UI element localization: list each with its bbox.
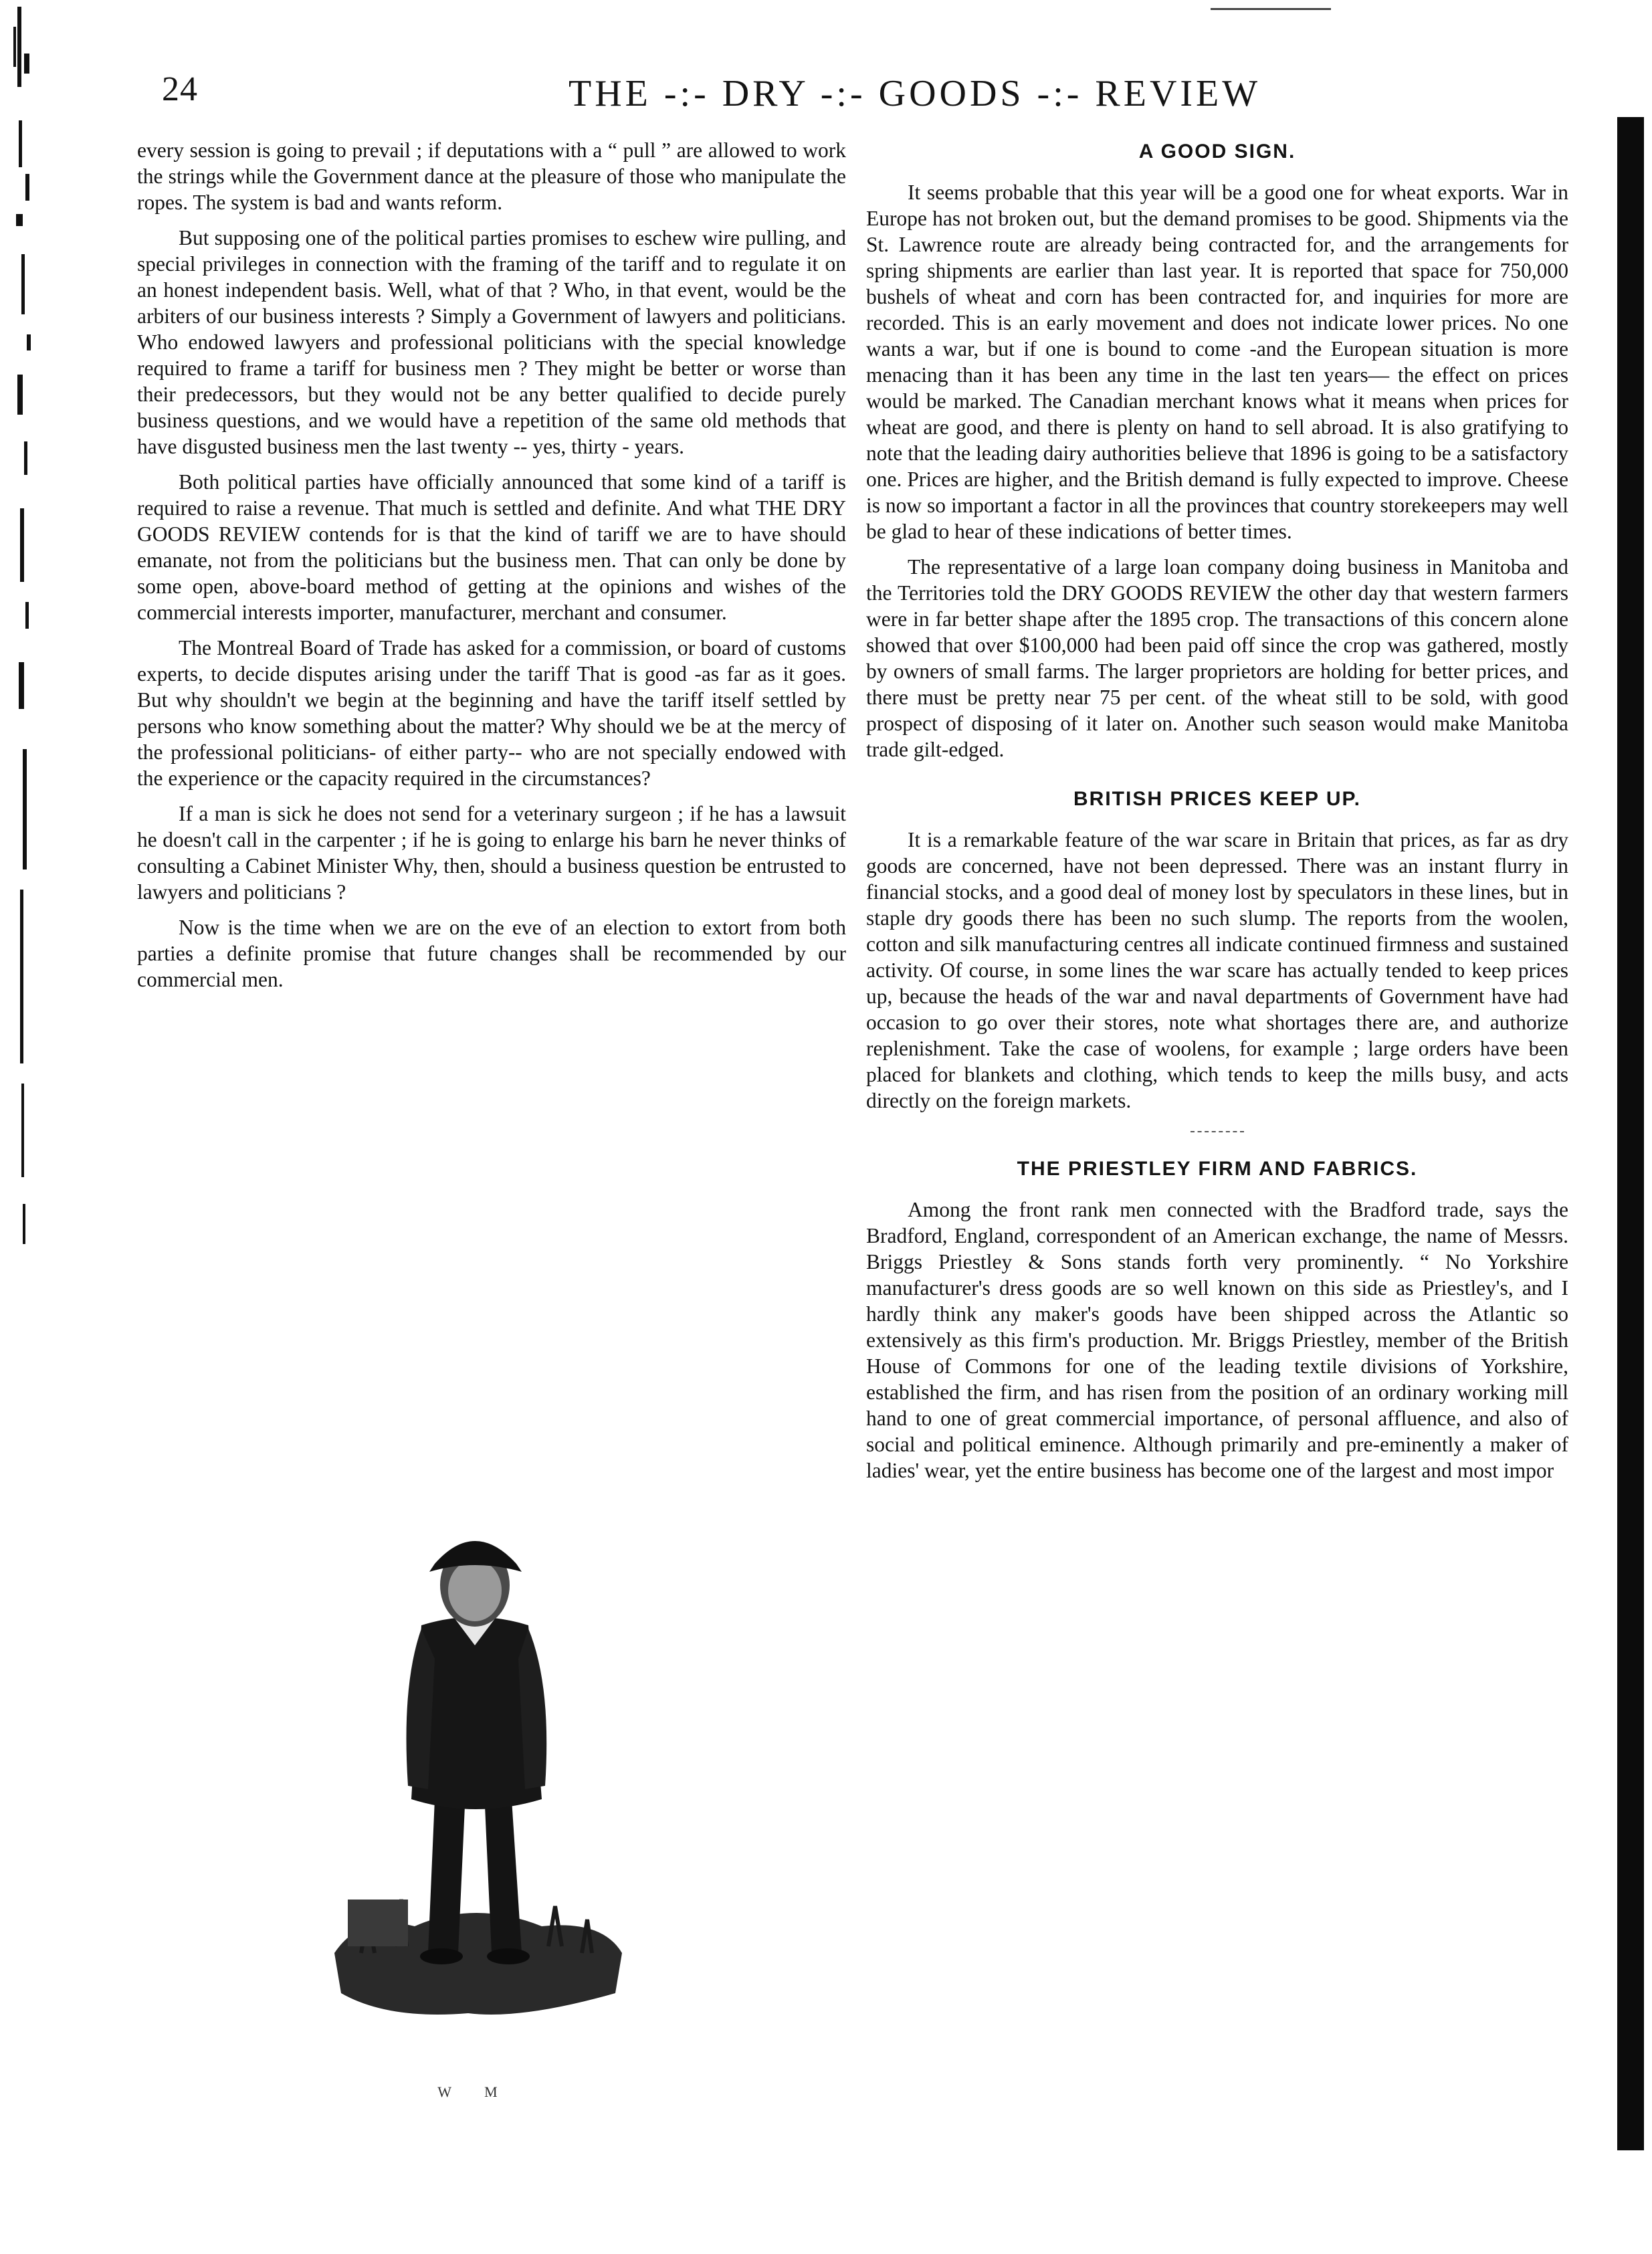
article-paragraph: The representative of a large loan company doing business in Manitoba and the Territories told the DRY GOODS REVIEW the other day that western farmers were in far better shape after the 1895 crop. The transactions of this concern alone showed that over $100,000 had been paid off since the crop was gathered, mostly by owners of small farms. The larger proprietors are holding for better prices, and there must be pretty near 75 per cent. of the wheat still to be sold, with good prospect of disposing of it later on. Another such season would make Manitoba trade gilt-edged. (866, 555, 1568, 761)
article-paragraph: But supposing one of the political parties promises to eschew wire pulling, and special privileges in connection with the framing of the tariff and to regulate it on an honest independent basis. Well, what of that ? Who, in that event, would be the arbiters of our business interests ? Simply a Government of lawyers and politicians. Who endowed lawyers and professional politicians with the special knowledge required to frame a tariff for business men ? They might be better or worse than their predecessors, but they would not be any better qualified to decide purely business questions, and we would have a repetition of the same old methods that have disgusted business men the last twenty -- yes, thirty - years. (137, 226, 846, 458)
boy-illustration (321, 1485, 629, 2087)
article-paragraph: If a man is sick he does not send for a veterinary surgeon ; if he has a lawsuit he doesn't call in the carpenter ; if he is going to enlarge his barn he never thinks of consulting a Cabinet Minister Why, then, should a business question be entrusted to lawyers and politicians ? (137, 802, 846, 904)
left-column (137, 137, 846, 993)
section-separator (1191, 1131, 1244, 1132)
running-title: THE -:- DRY -:- GOODS -:- REVIEW (569, 73, 1261, 114)
article-paragraph: Among the front rank men connected with the Bradford trade, says the Bradford, England, correspondent of an American exchange, the name of Messrs. Briggs Priestley & Sons stands forth very prominently. “ No Yorkshire manufacturer's dress goods are so well known on this side as Priestley's, and I hardly think any maker's goods have been shipped across the Atlantic so extensively as this firm's production. Mr. Briggs Priestley, member of the British House of Commons for one of the leading textile divisions of Yorkshire, established the firm, and has risen from the position of an ordinary working mill hand to one of great commercial importance, of personal affluence, and also of social and political eminence. Although primarily and pre-eminently a maker of ladies' wear, yet the entire business has become one of the largest and most impor (866, 1198, 1568, 1482)
article-paragraph: It is a remarkable feature of the war scare in Britain that prices, as far as dry goods are concerned, have not been depressed. There was an instant flurry in financial stocks, and a good deal of money lost by speculators in these lines, but in staple dry goods there has been no such slump. The reports from the woolen, cotton and silk manufacturing centres all indicate continued firmness and sustained activity. Of course, in some lines the war scare has actually tended to keep prices up, because the heads of the war and naval departments of Government have had occasion to go over their stores, note what shortages there are, and authorize replenishment. Take the case of woolens, for example ; large orders have been placed for blankets and clothing, which tends to keep the mills busy, and acts directly on the foreign markets. (866, 828, 1568, 1112)
article-paragraph: Now is the time when we are on the eve of an election to extort from both parties a definite promise that future changes shall be recommended by our commercial men. (137, 916, 846, 991)
article-paragraph: every session is going to prevail ; if deputations with a “ pull ” are allowed to work the strings while the Government dance at the pleasure of those who manipulate the ropes. The system is bad and wants reform. (137, 138, 846, 214)
section-heading: THE PRIESTLEY FIRM AND FABRICS. (1017, 1158, 1418, 1180)
section-heading: BRITISH PRICES KEEP UP. (1073, 788, 1361, 810)
page-number: 24 (162, 70, 198, 108)
right-column (866, 140, 1568, 1483)
article-paragraph: Both political parties have officially announced that some kind of a tariff is required to raise a revenue. That much is settled and definite. And what THE DRY GOODS REVIEW contends for is that the kind of tariff we are to have should emanate, not from the politicians but the business men. That can only be done by some open, above-board method of getting at the opinions and wishes of the commercial interests importer, manufacturer, merchant and consumer. (137, 470, 846, 624)
article-paragraph: It seems probable that this year will be a good one for wheat exports. War in Europe has not broken out, but the demand promises to be good. Shipments via the St. Lawrence route are already being contracted for, and the arrangements for spring shipments are earlier than last year. It is reported that space for 750,000 bushels of wheat and corn has been contracted for, and inquiries for more are recorded. This is an early movement and does not indicate lower prices. No one wants a war, but if one is bound to come -and the European situation is more menacing than it has been any time in the last ten years— the effect on prices would be marked. The Canadian merchant knows what it means when prices for wheat are good, and there is plenty on hand to sell abroad. It is also gratifying to note that the leading dairy authorities believe that 1896 is going to be a satisfactory one. Prices are higher, and the British demand is fully expected to improve. Cheese is now so important a factor in all the provinces that country storekeepers may well be glad to hear of these indications of better times. (866, 181, 1568, 543)
right-page-edge-shadow (1617, 117, 1644, 2150)
binding-edge-marks (12, 0, 35, 1338)
section-heading: A GOOD SIGN. (1138, 140, 1296, 163)
top-edge-rule (1211, 8, 1331, 10)
article-paragraph: The Montreal Board of Trade has asked for a commission, or board of customs experts, to decide disputes arising under the tariff That is good -as far as it goes. But why shouldn't we begin at the beginning and have the tariff itself settled by persons who know something about the matter? Why should we be at the mercy of the professional politicians- of either party-- who are not specially endowed with the experience or the capacity required in the circumstances? (137, 636, 846, 790)
figure-caption: W M (437, 2083, 512, 2100)
